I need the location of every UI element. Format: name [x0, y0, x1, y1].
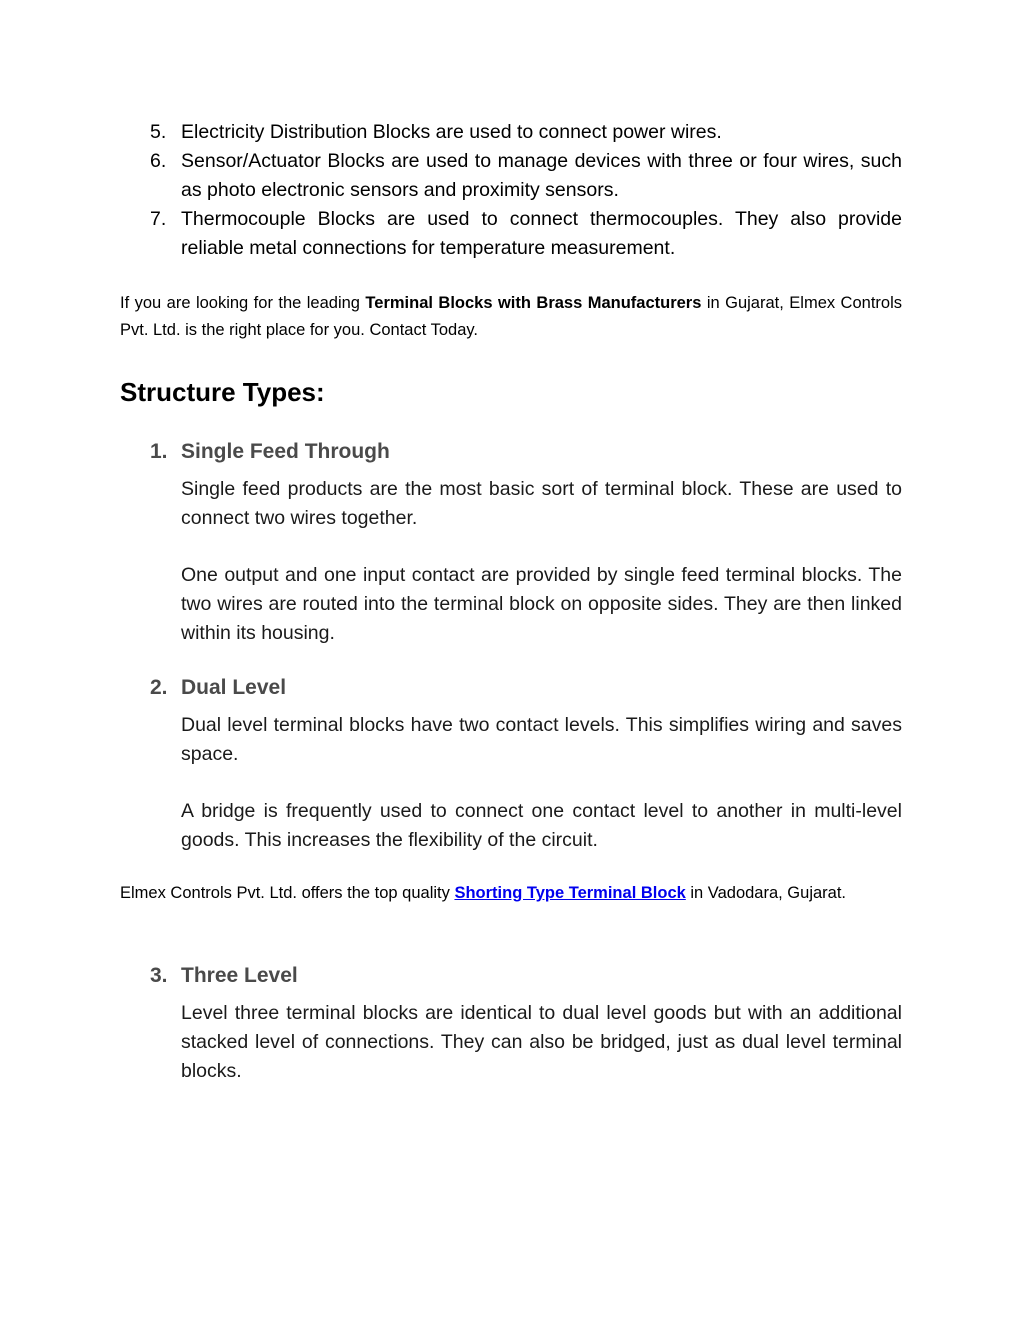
- section-heading: Structure Types:: [120, 377, 325, 407]
- promo-paragraph-1: [120, 290, 902, 344]
- list-item: [0, 147, 1024, 205]
- list-item: [0, 205, 1024, 263]
- list-text: Thermocouple Blocks are used to connect thermocouples. They also provide reliable metal connections for temperature measurement.: [181, 208, 902, 259]
- section-number: 2.: [150, 676, 168, 699]
- promo-paragraph-2: [120, 880, 902, 907]
- shorting-terminal-block-link[interactable]: Shorting Type Terminal Block: [454, 884, 686, 902]
- list-number: 6.: [150, 150, 167, 172]
- numbered-list: [0, 118, 1024, 263]
- body-paragraph: Single feed products are the most basic sort of terminal block. These are used to connect two wires together.: [181, 478, 902, 529]
- body-paragraph: One output and one input contact are provided by single feed terminal blocks. The two wires are routed into the terminal block on opposite sides. They are then linked within its housing.: [181, 564, 902, 644]
- section-number: 3.: [150, 964, 168, 987]
- section-title: Single Feed Through: [181, 440, 390, 463]
- list-item: [0, 118, 1024, 147]
- body-paragraph: Dual level terminal blocks have two contact levels. This simplifies wiring and saves space.: [181, 714, 902, 765]
- list-number: 7.: [150, 208, 167, 230]
- promo-text-before: If you are looking for the leading: [120, 294, 366, 312]
- body-paragraph: A bridge is frequently used to connect one contact level to another in multi-level goods. This increases the flexibility of the circuit.: [181, 800, 902, 851]
- promo-text-after: in Vadodara, Gujarat.: [685, 884, 847, 902]
- section-title: Dual Level: [181, 676, 287, 699]
- promo-text-after: in Gujarat, Elmex Controls Pvt. Ltd. is the right place for you. Contact Today.: [120, 294, 902, 339]
- section-number: 1.: [150, 440, 168, 463]
- promo-bold-phrase: Terminal Blocks with Brass Manufacturers: [365, 294, 702, 312]
- body-paragraph: Level three terminal blocks are identical to dual level goods but with an additional stacked level of connections. They can also be bridged, just as dual level terminal blocks.: [181, 1002, 902, 1082]
- promo-text-before: Elmex Controls Pvt. Ltd. offers the top quality: [120, 884, 455, 902]
- section-title: Three Level: [181, 964, 298, 987]
- list-number: 5.: [150, 121, 167, 143]
- list-text: Electricity Distribution Blocks are used to connect power wires.: [181, 121, 722, 143]
- list-text: Sensor/Actuator Blocks are used to manage devices with three or four wires, such as photo electronic sensors and proximity sensors.: [181, 150, 902, 201]
